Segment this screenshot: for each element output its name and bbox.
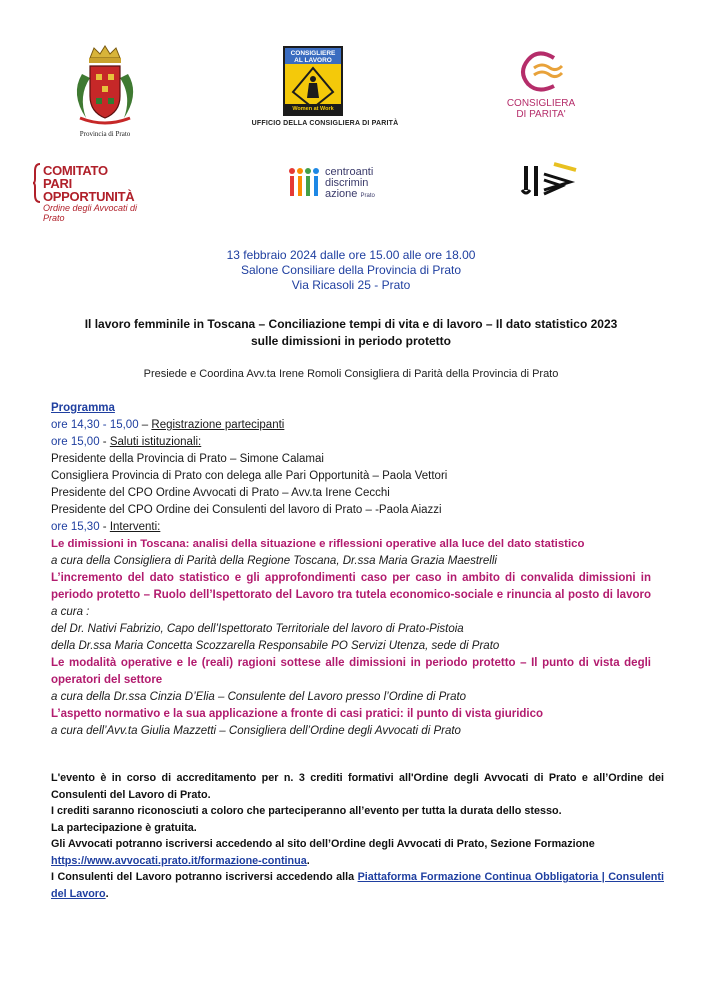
consigliera-parita-logo <box>496 50 586 130</box>
talk4-by: a cura dell’Avv.ta Giulia Mazzetti – Consigliera dell’Ordine degli Avvocati di Prato <box>51 725 461 737</box>
cpo-line1: COMITATO <box>43 163 108 178</box>
saluto-item: Consigliera Provincia di Prato con delega alle Pari Opportunità – Paola Vettori <box>51 470 448 482</box>
slot1-time: ore 14,30 - 15,00 <box>51 419 139 431</box>
talk2-cura: a cura : <box>51 606 90 618</box>
note-consulenti-end: . <box>105 887 109 900</box>
cpo-logo <box>33 163 143 223</box>
cp-swirl-icon <box>516 50 566 94</box>
slot1-label: Registrazione partecipanti <box>151 419 285 431</box>
centro-line3: azione <box>325 188 358 200</box>
slot-interventi <box>51 519 651 536</box>
note-consulenti-text: I Consulenti del Lavoro potranno iscriversi accedendo alla <box>51 871 358 883</box>
note-crediti: I crediti saranno riconosciuti a coloro che parteciperanno all’evento per tutta la durata dello stesso. <box>51 805 562 817</box>
consigliere-caption: UFFICIO DELLA CONSIGLIERA DI PARITÀ <box>251 120 399 127</box>
event-info <box>0 248 702 293</box>
program <box>51 400 651 740</box>
talk2-by2: della Dr.ssa Maria Concetta Scozzarella Responsabile PO Servizi Utenza, sede di Prato <box>51 640 500 652</box>
event-venue: Salone Consiliare della Provincia di Prato <box>240 263 462 277</box>
slot1-sep: – <box>138 419 152 431</box>
slot2-sep: - <box>99 436 110 448</box>
sign-line2: AL LAVORO <box>294 57 332 64</box>
slot2-time: ore 15,00 <box>51 436 100 448</box>
program-heading: Programma <box>51 402 115 414</box>
talk1-title: Le dimissioni in Toscana: analisi della situazione e riflessioni operative alla luce del dato statistico <box>51 538 585 550</box>
coat-of-arms-icon <box>60 44 150 128</box>
saluto-item: Presidente del CPO Ordine Avvocati di Prato – Avv.ta Irene Cecchi <box>51 487 390 499</box>
note-avvocati-end: . <box>306 854 310 867</box>
sign-bottom: Women at Work <box>292 106 334 112</box>
slot-saluti <box>51 434 651 451</box>
talk4-title: L’aspetto normativo e la sua applicazione a fronte di casi pratici: il punto di vista giuridico <box>51 708 544 720</box>
jt-logo-icon <box>520 160 580 204</box>
piattaforma-formazione-link[interactable]: Piattaforma Formazione Continua Obbligatoria | Consulenti del Lavoro <box>51 871 664 900</box>
centro-line1: centroanti <box>325 166 374 178</box>
centro-antidiscriminazione-logo <box>287 164 397 204</box>
note-accreditamento: L'evento è in corso di accreditamento per n. 3 crediti formativi all'Ordine degli Avvocati di Prato e all’Ordine dei Consulenti del Lavoro di Prato. <box>51 772 664 801</box>
cp-line1: CONSIGLIERA <box>506 98 576 109</box>
saluto-item: Presidente del CPO Ordine dei Consulenti del lavoro di Prato – -Paola Aiazzi <box>51 504 442 516</box>
talk2-block <box>51 570 651 621</box>
title-line2: sulle dimissioni in periodo protetto <box>250 334 451 348</box>
event-address: Via Ricasoli 25 - Prato <box>291 278 411 292</box>
slot2-label: Saluti istituzionali: <box>109 436 202 448</box>
centro-sub: Prato <box>360 193 375 199</box>
event-title <box>40 316 662 350</box>
note-consulenti <box>51 869 664 902</box>
talk2-title: L’incremento del dato statistico e gli approfondimenti caso per caso in ambito di convalida dimissioni in periodo protetto – Ruolo dell’Ispettorato del Lavoro tra tutela economico-sociale e rinuncia al posto di lavoro <box>51 572 651 601</box>
talk2-by1: del Dr. Nativi Fabrizio, Capo dell’Ispettorato Territoriale del lavoro di Prato-Pistoia <box>51 623 464 635</box>
note-gratuita: La partecipazione è gratuita. <box>51 821 197 834</box>
provincia-logo <box>60 44 150 140</box>
slot3-sep: - <box>99 521 110 533</box>
formazione-continua-link[interactable]: https://www.avvocati.prato.it/formazione-continua <box>51 854 307 867</box>
event-date: 13 febbraio 2024 dalle ore 15.00 alle ore 18.00 <box>226 248 476 262</box>
bracket-icon <box>33 163 41 203</box>
jt-logo <box>520 160 580 204</box>
saluto-item: Presidente della Provincia di Prato – Simone Calamai <box>51 453 324 465</box>
note-avvocati-link-line <box>51 853 664 870</box>
talk3-title: Le modalità operative e le (reali) ragioni sottese alle dimissioni in periodo protetto – Il punto di vista degli operatori del settore <box>51 657 651 686</box>
talk3-by: a cura della Dr.ssa Cinzia D’Elia – Consulente del Lavoro presso l’Ordine di Prato <box>51 691 467 703</box>
slot3-label: Interventi: <box>109 521 161 533</box>
notes <box>51 770 664 902</box>
cpo-line3: Ordine degli Avvocati di Prato <box>43 203 138 223</box>
slot-registrazione <box>51 417 651 434</box>
talk1-by: a cura della Consigliera di Parità della Regione Toscana, Dr.ssa Maria Grazia Maestrelli <box>51 555 497 567</box>
consigliere-lavoro-logo <box>240 44 410 130</box>
presiede-line: Presiede e Coordina Avv.ta Irene Romoli Consigliera di Parità della Provincia di Prato <box>143 368 559 380</box>
title-line1: Il lavoro femminile in Toscana – Conciliazione tempi di vita e di lavoro – Il dato statistico 2023 <box>84 317 618 331</box>
centro-line2: discrimin <box>325 177 369 189</box>
sign-line1: CONSIGLIERE <box>290 50 336 57</box>
provincia-caption: Provincia di Prato <box>79 130 131 138</box>
cp-line2: DI PARITA' <box>516 109 566 120</box>
slot3-time: ore 15,30 <box>51 521 100 533</box>
note-avvocati: Gli Avvocati potranno iscriversi accedendo al sito dell’Ordine degli Avvocati di Prato, Sezione Formazione <box>51 838 595 850</box>
cpo-line2: PARI OPPORTUNITÀ <box>43 176 135 204</box>
people-icon <box>287 166 321 200</box>
